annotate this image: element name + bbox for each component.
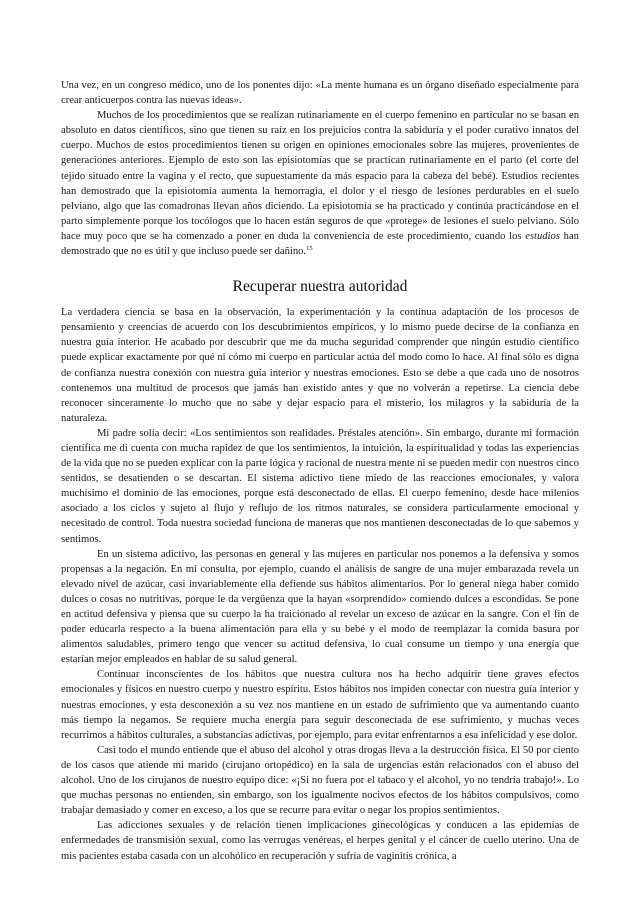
paragraph-father: Mi padre solía decir: «Los sentimientos son realidades. Préstales atención». Sin embargo, durante mi formación científica me di cuenta con mucha rapidez de que los sentimientos, la intuición, la espiritualidad y todas las experiencias de la vida que no se pueden explicar con la parte lógica y racional de nuestra mente ni se pueden medir con nuestros cinco sentidos, se desatienden o se descartan. El sistema adictivo tiene miedo de las reacciones emocionales, y valora muchísimo el dominio de las emociones, porque está desconectado de ellas. El cuerpo femenino, desde hace milenios asociado a los ciclos y sujeto al flujo y reflujo de los ritmos naturales, se considera particularmente emocional y necesitado de control. Toda nuestra sociedad funciona de maneras que nos mantienen desconectadas de lo que sabemos y sentimos. — [61, 427, 580, 545]
paragraph-episiotomy — [61, 108, 579, 259]
paragraph-alcohol: Casi todo el mundo entiende que el abuso del alcohol y otras drogas lleva a la destrucción física. El 50 por ciento de los casos que atiende mi marido (cirujano ortopédico) en la sala de urgencias están relacionados con el abuso del alcohol. Uno de los cirujanos de nuestro equipo dice: «¡Si no fuera por el tabaco y el alcohol, yo no tendría trabajo!». Lo que muchas personas no entienden, sin embargo, son los igualmente nocivos efectos de los hábitos compulsivos, como trabajar demasiado y comer en exceso, a los que se recurre para evitar o negar los propios sentimientos. — [61, 744, 579, 817]
paragraph-episiotomy-text: Muchos de los procedimientos que se realizan rutinariamente en el cuerpo femenino en particular no se basan en absoluto en datos científicos, sino que tienen su raíz en los prejuicios contra la sabiduría y el poder curativo innatos del cuerpo. Muchos de estos procedimientos tienen su origen en opiniones emocionales sobre las mujeres, provenientes de generaciones anteriores. Ejemplo de esto son las episiotomías que se practican rutinariamente en el parto (el corte del tejido situado entre la vagina y el recto, que supuestamente da más espacio para la cabeza del bebé). Estudios recientes han demostrado que la episiotomía aumenta la hemorragia, el dolor y el riesgo de lesiones perdurables en el suelo pelviano, algo que las comadronas llevan años diciendo. La episiotomía se ha practicado y continúa practicándose en el parto simplemente porque los tocólogos que lo hacen están seguros de que «protege» de lesiones el suelo pelviano. Sólo hace muy poco que se ha comenzado a poner en duda la conveniencia de este procedimiento, cuando los — [61, 110, 579, 242]
paragraph-sexual-addictions: Las adicciones sexuales y de relación tienen implicaciones ginecológicas y conducen a las epidemias de enfermedades de transmisión sexual, como las verrugas venéreas, el herpes genital y el cáncer de cuello uterino. Una de mis pacientes estaba casada con un alcohólico en recuperación y sufría de vaginitis crónica, a — [61, 820, 579, 862]
paragraph-episiotomy-end: han demostrado que no es útil y que incluso puede ser dañino. — [61, 230, 579, 258]
paragraph-unconscious-habits: Continuar inconscientes de los hábitos que nuestra cultura nos ha hecho adquirir tiene graves efectos emocionales y físicos en nuestro cuerpo y nuestro espíritu. Estos hábitos nos impiden conectar con nuestra guía interior y nuestras emociones, y esta desconexión a su vez nos mantiene en un estado de sufrimiento que va aumentando cuanto más tiempo la negamos. Se requiere mucha energía para seguir desconectada de ese sufrimiento, y muchas veces recurrimos a hábitos culturales, a substancias adictivas, por ejemplo, para evitar enfrentarnos a esa infelicidad y ese dolor. — [61, 669, 579, 741]
page-body — [61, 78, 579, 864]
footnote-marker: 15 — [306, 245, 313, 253]
paragraph-addictive-system: En un sistema adictivo, las personas en general y las mujeres en particular nos ponemos a la defensiva y somos propensas a la negación. En mi consulta, por ejemplo, cuando el análisis de sangre de una mujer embarazada revela un elevado nivel de azúcar, casi invariablemente ella defiende sus hábitos alimentarios. Por lo general niega haber comido dulces o cosas no nutritivas, porque le da vergüenza que la hayan «sorprendido» comiendo dulces a escondidas. Se pone en actitud defensiva y piensa que su cuerpo la ha traicionado al revelar un exceso de azúcar en la sangre. Con el fin de poder educarla respecto a la buena alimentación para ella y su bebé y el modo de reemplazar la comida basura por alimentos saludables, primero tengo que vencer su actitud defensiva, lo cual consume un tiempo y una energía que estarían mejor empleados en hablar de su salud general. — [61, 548, 579, 666]
italic-word-studies: estudios — [525, 230, 560, 242]
paragraph-science: La verdadera ciencia se basa en la observación, la experimentación y la continua adaptación de los procesos de pensamiento y creencias de acuerdo con los descubrimientos empíricos, y lo mismo puede decirse de la confianza en nuestra guía interior. He acabado por descubrir que me da mucha seguridad comprender que ningún estudio científico puede explicar exactamente por qué ni cómo mi cuerpo en particular actúa del modo como lo hace. Al final sólo es digna de confianza nuestra conexión con nuestra guía interior y nuestras emociones. Esto se debe a que cada uno de nosotros contenemos una multitud de procesos que jamás han existido antes y que no volverán a repetirse. La ciencia debe reconocer sinceramente lo mucho que no sabe y dejar espacio para el misterio, los milagros y la sabiduría de la naturaleza. — [61, 307, 579, 424]
paragraph-intro-quote: Una vez, en un congreso médico, uno de los ponentes dijo: «La mente humana es un órgano diseñado especialmente para crear anticuerpos contra las nuevas ideas». — [61, 80, 579, 107]
section-heading: Recuperar nuestra autoridad — [232, 278, 408, 296]
